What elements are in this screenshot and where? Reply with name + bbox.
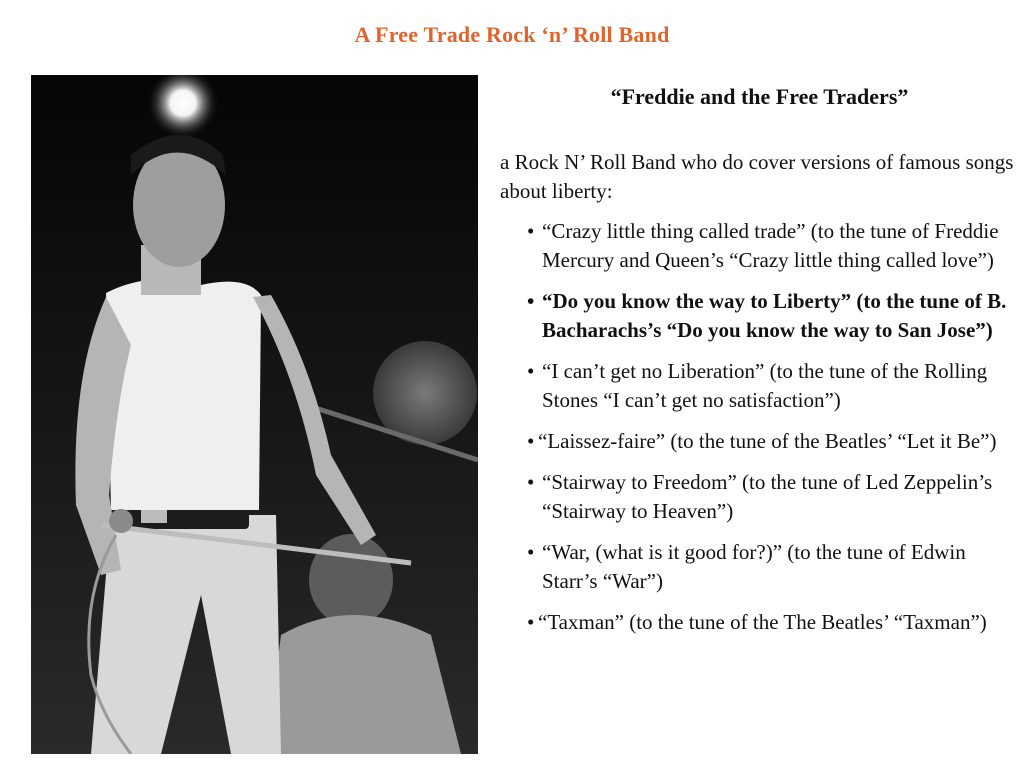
list-item-song-1 bbox=[500, 217, 1015, 275]
performer-photo bbox=[31, 75, 478, 754]
song-text: “Crazy little thing called trade” (to the tune of Freddie Mercury and Queen’s “Crazy little thing called love”) bbox=[542, 219, 999, 272]
list-item-song-5 bbox=[500, 468, 1015, 526]
list-item-song-2 bbox=[500, 287, 1015, 345]
band-name-heading: “Freddie and the Free Traders” bbox=[610, 84, 909, 109]
text-panel bbox=[500, 84, 1015, 649]
bullet-icon: • bbox=[527, 610, 535, 634]
bullet-icon: • bbox=[527, 219, 535, 243]
bullet-icon: • bbox=[527, 540, 535, 564]
song-text: “Do you know the way to Liberty” (to the tune of B. Bacharachs’s “Do you know the way to San Jose”) bbox=[542, 289, 1007, 342]
song-text: “War, (what is it good for?)” (to the tune of Edwin Starr’s “War”) bbox=[542, 540, 966, 593]
list-item-song-6 bbox=[500, 538, 1015, 596]
song-text: “Taxman” (to the tune of the The Beatles’ “Taxman”) bbox=[538, 610, 987, 634]
song-text: “I can’t get no Liberation” (to the tune of the Rolling Stones “I can’t get no satisfaction”) bbox=[542, 359, 988, 412]
performer-photo-illustration bbox=[31, 75, 478, 754]
list-item-song-3 bbox=[500, 357, 1015, 415]
list-item-song-7 bbox=[500, 608, 1015, 637]
bullet-icon: • bbox=[527, 470, 535, 494]
song-list bbox=[500, 217, 1015, 637]
bullet-icon: • bbox=[527, 359, 535, 383]
slide-title: A Free Trade Rock ‘n’ Roll Band bbox=[354, 22, 670, 47]
intro-text: a Rock N’ Roll Band who do cover versions of famous songs about liberty: bbox=[500, 150, 1014, 203]
song-text: “Stairway to Freedom” (to the tune of Led Zeppelin’s “Stairway to Heaven”) bbox=[542, 470, 993, 523]
bullet-icon: • bbox=[527, 429, 535, 453]
song-text: “Laissez-faire” (to the tune of the Beatles’ “Let it Be”) bbox=[538, 429, 997, 453]
list-item-song-4 bbox=[500, 427, 1015, 456]
bullet-icon: • bbox=[527, 289, 535, 313]
